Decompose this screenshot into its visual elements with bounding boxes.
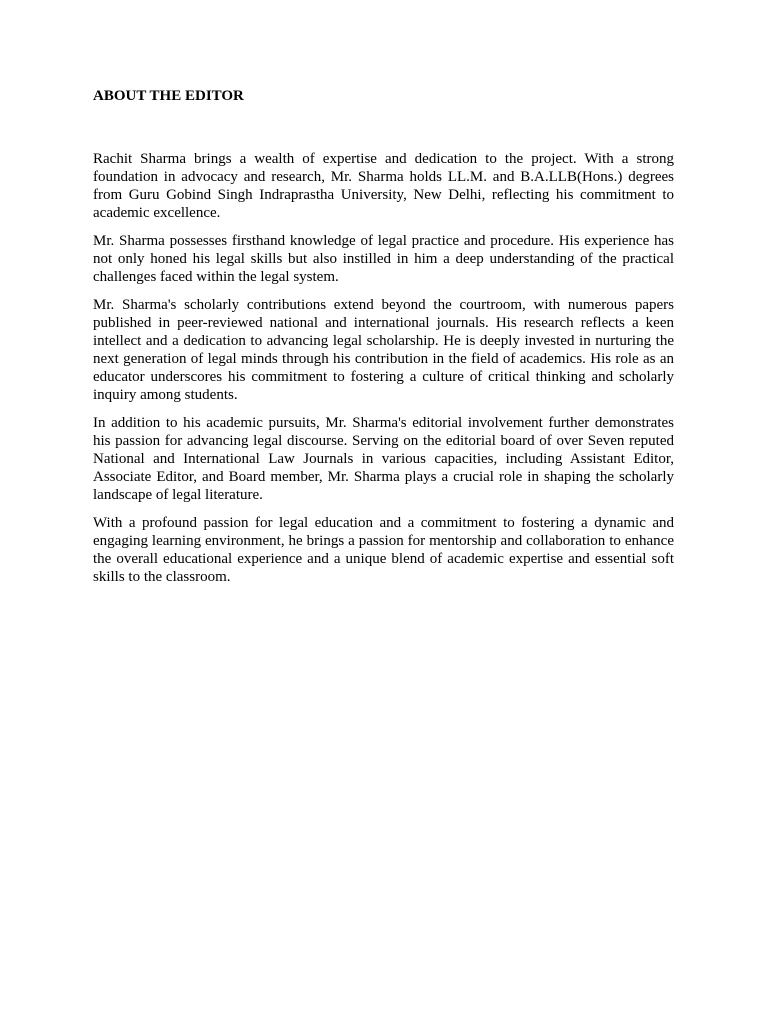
paragraph-scholarship: Mr. Sharma's scholarly contributions extend beyond the courtroom, with numerous papers published in peer-reviewed national and international journals. His research reflects a keen intellect and a dedication to advancing legal scholarship. He is deeply invested in nurturing the next generation of legal minds through his contribution in the field of academics. His role as an educator underscores his commitment to fostering a culture of critical thinking and scholarly inquiry among students. [93, 297, 674, 403]
section-heading: ABOUT THE EDITOR [93, 88, 244, 104]
paragraph-teaching: With a profound passion for legal education and a commitment to fostering a dynamic and engaging learning environment, he brings a passion for mentorship and collaboration to enhance the overall educational experience and a unique blend of academic expertise and essential soft skills to the classroom. [93, 515, 674, 585]
paragraph-practice: Mr. Sharma possesses firsthand knowledge of legal practice and procedure. His experience has not only honed his legal skills but also instilled in him a deep understanding of the practical challenges faced within the legal system. [93, 233, 674, 285]
body-text [93, 150, 674, 586]
document-page [93, 86, 674, 596]
paragraph-editorial: In addition to his academic pursuits, Mr. Sharma's editorial involvement further demonstrates his passion for advancing legal discourse. Serving on the editorial board of over Seven reputed National and International Law Journals in various capacities, including Assistant Editor, Associate Editor, and Board member, Mr. Sharma plays a crucial role in shaping the scholarly landscape of legal literature. [93, 415, 674, 503]
paragraph-education: Rachit Sharma brings a wealth of expertise and dedication to the project. With a strong foundation in advocacy and research, Mr. Sharma holds LL.M. and B.A.LLB(Hons.) degrees from Guru Gobind Singh Indraprastha University, New Delhi, reflecting his commitment to academic excellence. [93, 151, 674, 221]
